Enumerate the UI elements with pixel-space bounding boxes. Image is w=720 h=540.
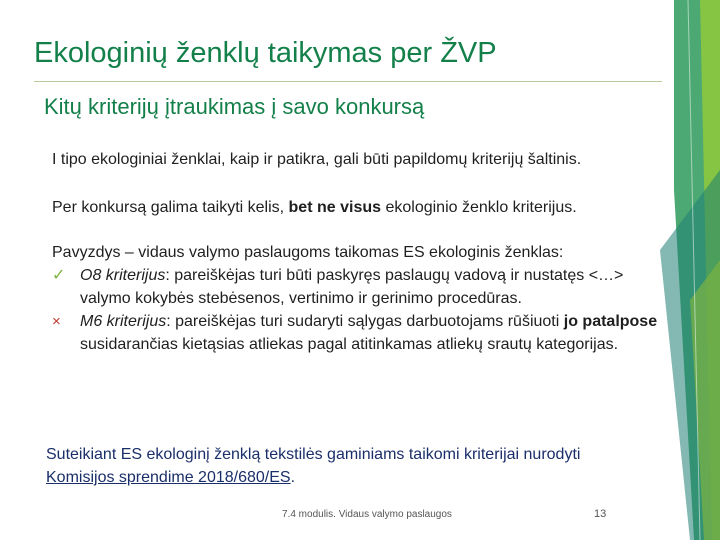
slide-footer: 7.4 modulis. Vidaus valymo paslaugos xyxy=(282,509,452,520)
criteria-list xyxy=(52,264,672,356)
paragraph-partial-criteria xyxy=(52,196,682,219)
note-text: Suteikiant ES ekologinį ženklą tekstilės gaminiams taikomi kriterijai nurodyti xyxy=(46,446,581,463)
criterion-name: M6 kriterijus xyxy=(80,313,167,330)
list-item xyxy=(52,310,672,356)
list-item xyxy=(52,264,672,310)
cross-icon: × xyxy=(52,313,61,330)
slide-title: Ekologinių ženklų taikymas per ŽVP xyxy=(34,37,497,69)
criterion-bold: jo patalpose xyxy=(563,313,658,330)
criterion-text-end: susidarančias kietąsias atliekas pagal atitinkamas atliekų srautų kategorijas. xyxy=(80,336,619,353)
slide-subtitle: Kitų kriterijų įtraukimas į savo konkursą xyxy=(44,94,425,119)
page-number: 13 xyxy=(594,508,607,520)
textile-note xyxy=(46,443,646,489)
example-intro: Pavyzdys – vidaus valymo paslaugoms taikomas ES ekologinis ženklas: xyxy=(52,244,564,261)
title-divider xyxy=(34,81,662,82)
criterion-name: O8 kriterijus xyxy=(80,267,166,284)
note-end: . xyxy=(290,469,296,486)
paragraph-text-after: ekologinio ženklo kriterijus. xyxy=(381,199,577,216)
paragraph-text-before: Per konkursą galima taikyti kelis, xyxy=(52,199,289,216)
paragraph-bold: bet ne visus xyxy=(288,199,382,216)
check-icon: ✓ xyxy=(52,267,66,284)
criterion-text: : pareiškėjas turi būti paskyręs paslaugų vadovą ir nustatęs <…> valymo kokybės stebėsenos, vertinimo ir gerinimo procedūras. xyxy=(80,267,624,307)
criterion-text: : pareiškėjas turi sudaryti sąlygas darbuotojams rūšiuoti xyxy=(166,313,564,330)
paragraph-source-criteria: I tipo ekologiniai ženklai, kaip ir patikra, gali būti papildomų kriterijų šaltinis. xyxy=(52,151,582,168)
commission-decision-link[interactable]: Komisijos sprendime 2018/680/ES xyxy=(46,469,291,486)
